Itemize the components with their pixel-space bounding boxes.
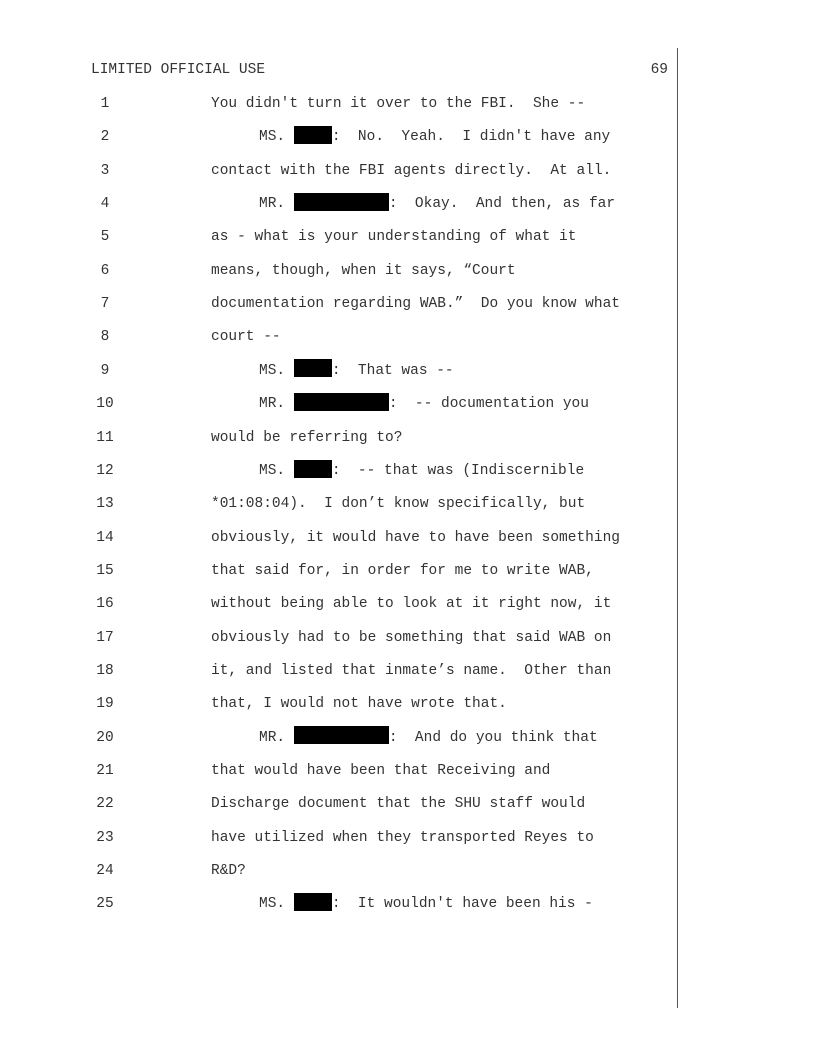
- line-text: [211, 94, 585, 114]
- line-text: [211, 428, 402, 448]
- transcript-line: [0, 428, 676, 448]
- line-text: [211, 261, 516, 281]
- line-number: 10: [96, 396, 114, 413]
- page-number: 69: [650, 62, 668, 78]
- transcript-line: [0, 794, 676, 814]
- transcript-line: [0, 561, 676, 581]
- line-text: [211, 494, 585, 514]
- line-number: 15: [96, 562, 114, 579]
- line-number: 8: [100, 329, 110, 346]
- text-segment: : Okay. And then, as far: [388, 196, 616, 213]
- text-segment: *01:08:04). I don’t know specifically, but: [211, 496, 586, 513]
- text-segment: You didn't turn it over to the FBI. She --: [211, 96, 586, 112]
- line-number: 1: [100, 96, 110, 112]
- text-segment: MR.: [259, 196, 294, 213]
- text-segment: MS.: [259, 362, 294, 379]
- transcript-line: [0, 761, 676, 781]
- transcript-line: [0, 461, 676, 481]
- transcript-line: [0, 127, 676, 147]
- line-text: [211, 327, 281, 347]
- transcript-line: [0, 828, 676, 848]
- transcript-line: [0, 894, 676, 914]
- text-segment: that, I would not have wrote that.: [211, 696, 507, 713]
- redaction-box: [294, 193, 389, 211]
- line-text: [211, 761, 550, 781]
- line-text: [211, 227, 576, 247]
- line-text: [211, 528, 620, 548]
- text-segment: without being able to look at it right now, it: [211, 596, 612, 613]
- redaction-box: [294, 460, 332, 478]
- text-segment: obviously, it would have to have been something: [211, 529, 620, 546]
- line-text: [211, 694, 507, 714]
- redaction-box: [294, 393, 389, 411]
- line-number: 12: [96, 462, 114, 479]
- line-text: [259, 127, 610, 147]
- transcript-line: [0, 161, 676, 181]
- text-segment: it, and listed that inmate’s name. Other than: [211, 662, 612, 679]
- line-text: [259, 461, 584, 481]
- transcript-line: [0, 728, 676, 748]
- text-segment: MR.: [259, 396, 294, 413]
- transcript-line: [0, 528, 676, 548]
- transcript-line: [0, 261, 676, 281]
- transcript-line: [0, 327, 676, 347]
- line-number: 4: [100, 196, 110, 213]
- line-text: [259, 894, 593, 914]
- text-segment: : That was --: [331, 362, 454, 379]
- line-text: [211, 661, 611, 681]
- text-segment: have utilized when they transported Reyes to: [211, 829, 594, 846]
- transcript-line: [0, 694, 676, 714]
- line-number: 14: [96, 529, 114, 546]
- line-text: [259, 728, 598, 748]
- text-segment: : No. Yeah. I didn't have any: [331, 129, 611, 146]
- redaction-box: [294, 359, 332, 377]
- text-segment: documentation regarding WAB.” Do you know what: [211, 296, 620, 313]
- line-text: [211, 294, 620, 314]
- line-number: 19: [96, 696, 114, 713]
- transcript-line: [0, 661, 676, 681]
- text-segment: obviously had to be something that said WAB on: [211, 629, 612, 646]
- line-text: [259, 361, 454, 381]
- line-text: [211, 861, 246, 881]
- line-number: 17: [96, 629, 114, 646]
- line-number: 6: [100, 262, 110, 279]
- line-number: 25: [96, 896, 114, 913]
- line-number: 20: [96, 729, 114, 746]
- redaction-box: [294, 126, 332, 144]
- text-segment: MS.: [259, 896, 294, 913]
- line-number: 22: [96, 796, 114, 813]
- transcript-line: [0, 394, 676, 414]
- line-text: [211, 594, 611, 614]
- line-text: [211, 161, 611, 181]
- text-segment: R&D?: [211, 863, 246, 880]
- line-text: [211, 561, 594, 581]
- text-segment: that would have been that Receiving and: [211, 763, 551, 779]
- line-number: 23: [96, 829, 114, 846]
- transcript-line: [0, 227, 676, 247]
- transcript-line: [0, 861, 676, 881]
- line-number: 18: [96, 662, 114, 679]
- margin-rule: [677, 48, 678, 1008]
- line-text: [259, 394, 589, 414]
- line-number: 13: [96, 496, 114, 513]
- transcript-line: [0, 594, 676, 614]
- text-segment: MS.: [259, 129, 294, 146]
- line-number: 2: [100, 129, 110, 146]
- line-text: [211, 828, 594, 848]
- text-segment: Discharge document that the SHU staff would: [211, 796, 586, 813]
- text-segment: that said for, in order for me to write WAB,: [211, 562, 594, 579]
- line-number: 11: [96, 429, 114, 446]
- line-number: 16: [96, 596, 114, 613]
- header-classification: LIMITED OFFICIAL USE: [91, 62, 266, 78]
- text-segment: : It wouldn't have been his -: [331, 896, 593, 913]
- line-text: [211, 794, 585, 814]
- line-number: 7: [100, 296, 110, 313]
- text-segment: : And do you think that: [388, 729, 598, 746]
- line-text: [211, 628, 611, 648]
- text-segment: court --: [211, 329, 281, 346]
- text-segment: would be referring to?: [211, 429, 403, 446]
- text-segment: means, though, when it says, “Court: [211, 262, 516, 279]
- transcript-line: [0, 194, 676, 214]
- text-segment: as - what is your understanding of what it: [211, 229, 577, 246]
- text-segment: : -- that was (Indiscernible: [331, 462, 585, 479]
- transcript-line: [0, 294, 676, 314]
- line-number: 9: [100, 362, 110, 379]
- transcript-line: [0, 361, 676, 381]
- line-number: 21: [96, 763, 114, 779]
- line-number: 5: [100, 229, 110, 246]
- text-segment: : -- documentation you: [388, 396, 589, 413]
- transcript-line: [0, 628, 676, 648]
- text-segment: MR.: [259, 729, 294, 746]
- line-text: [259, 194, 615, 214]
- transcript-line: [0, 494, 676, 514]
- line-number: 3: [100, 162, 110, 179]
- redaction-box: [294, 726, 389, 744]
- text-segment: MS.: [259, 462, 294, 479]
- redaction-box: [294, 893, 332, 911]
- line-number: 24: [96, 863, 114, 880]
- transcript-line: [0, 94, 676, 114]
- text-segment: contact with the FBI agents directly. At all.: [211, 162, 612, 179]
